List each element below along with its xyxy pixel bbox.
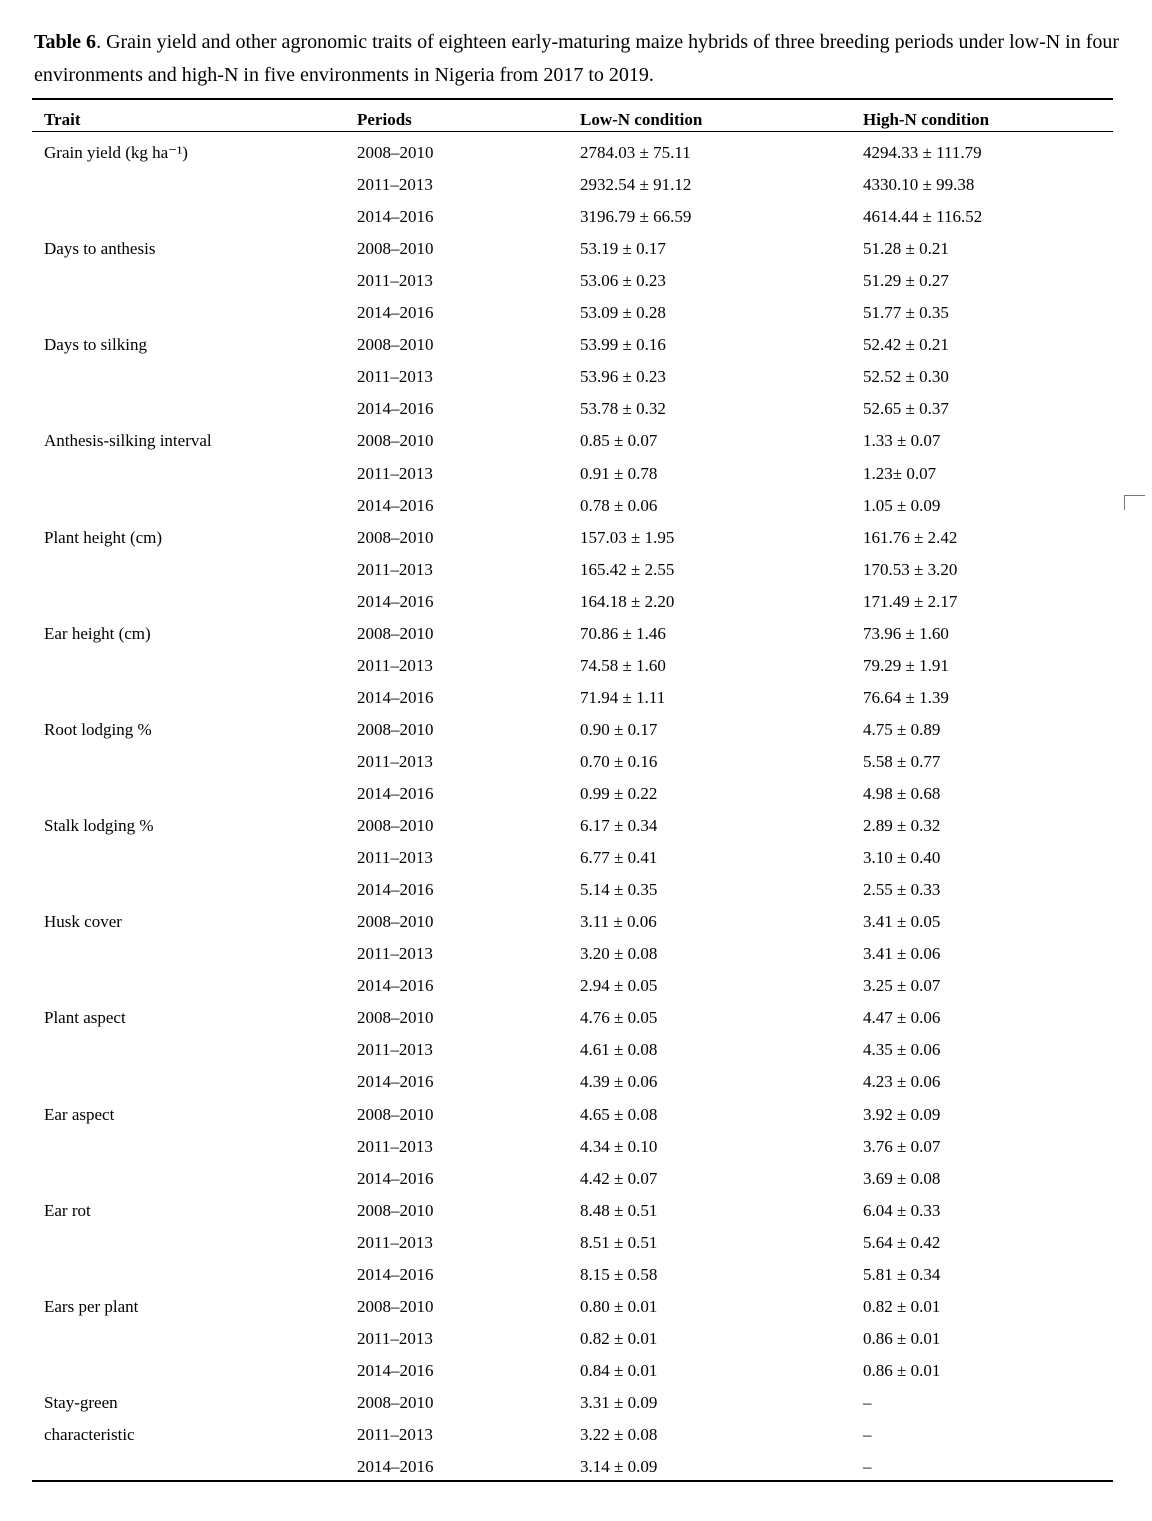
table-row	[0, 335, 1152, 367]
trait-cell: Husk cover	[44, 912, 122, 932]
header-trait: Trait	[44, 110, 81, 129]
low-n-cell: 2.94 ± 0.05	[580, 976, 658, 996]
table-row	[0, 592, 1152, 624]
high-n-cell: 2.89 ± 0.32	[863, 816, 941, 836]
table-row	[0, 143, 1152, 175]
high-n-cell: 4.75 ± 0.89	[863, 719, 941, 739]
table-row	[0, 1169, 1152, 1201]
high-n-cell: 4.98 ± 0.68	[863, 784, 941, 803]
low-n-cell: 0.85 ± 0.07	[580, 431, 658, 451]
low-n-cell: 6.77 ± 0.41	[580, 848, 658, 868]
low-n-cell: 53.06 ± 0.23	[580, 271, 666, 291]
period-cell: 2014–2016	[357, 1360, 434, 1380]
high-n-cell: 4.23 ± 0.06	[863, 1072, 941, 1092]
trait-cell: Plant aspect	[44, 1008, 126, 1028]
table-label: Table 6	[34, 31, 97, 53]
period-cell: 2014–2016	[357, 1072, 434, 1092]
low-n-cell: 2784.03 ± 75.11	[580, 143, 691, 162]
high-n-cell: 4330.10 ± 99.38	[863, 175, 975, 195]
table-row	[0, 303, 1152, 335]
period-cell: 2014–2016	[357, 976, 434, 996]
low-n-cell: 53.78 ± 0.32	[580, 399, 666, 419]
high-n-cell: 2.55 ± 0.33	[863, 880, 941, 900]
table-row	[0, 848, 1152, 880]
table-row	[0, 1297, 1152, 1329]
table-caption	[34, 26, 1124, 92]
table-row	[0, 1457, 1152, 1489]
low-n-cell: 164.18 ± 2.20	[580, 591, 675, 611]
low-n-cell: 3.14 ± 0.09	[580, 1457, 658, 1477]
bottom-rule	[32, 1480, 1113, 1482]
trait-cell: Ear aspect	[44, 1104, 115, 1124]
high-n-cell: 6.04 ± 0.33	[863, 1200, 941, 1220]
table-row	[0, 271, 1152, 303]
period-cell: 2011–2013	[357, 1232, 433, 1252]
table-row	[0, 1393, 1152, 1425]
low-n-cell: 0.82 ± 0.01	[580, 1328, 658, 1348]
period-cell: 2014–2016	[357, 399, 434, 419]
table-row	[0, 1008, 1152, 1040]
low-n-cell: 0.78 ± 0.06	[580, 495, 658, 515]
table-row	[0, 976, 1152, 1008]
period-cell: 2011–2013	[357, 367, 433, 387]
header-rule	[32, 131, 1113, 132]
high-n-cell: 1.05 ± 0.09	[863, 495, 941, 515]
period-cell: 2008–2010	[357, 1104, 434, 1124]
high-n-cell: 1.33 ± 0.07	[863, 431, 941, 451]
period-cell: 2011–2013	[357, 751, 433, 771]
high-n-cell: 1.23± 0.07	[863, 463, 937, 483]
high-n-cell: –	[863, 1392, 872, 1412]
period-cell: 2011–2013	[357, 944, 433, 964]
low-n-cell: 53.19 ± 0.17	[580, 239, 666, 259]
high-n-cell: –	[863, 1425, 872, 1444]
low-n-cell: 8.48 ± 0.51	[580, 1200, 658, 1220]
table-row	[0, 1361, 1152, 1393]
period-cell: 2014–2016	[357, 687, 434, 707]
period-cell: 2014–2016	[357, 207, 434, 227]
high-n-cell: 171.49 ± 2.17	[863, 591, 958, 611]
header-periods: Periods	[357, 110, 412, 129]
high-n-cell: 73.96 ± 1.60	[863, 623, 949, 643]
period-cell: 2008–2010	[357, 1200, 434, 1220]
low-n-cell: 3.22 ± 0.08	[580, 1425, 658, 1444]
period-cell: 2011–2013	[357, 1425, 433, 1444]
high-n-cell: 4614.44 ± 116.52	[863, 207, 983, 227]
period-cell: 2011–2013	[357, 1328, 433, 1348]
high-n-cell: 4.35 ± 0.06	[863, 1040, 941, 1060]
table-row	[0, 239, 1152, 271]
high-n-cell: 3.69 ± 0.08	[863, 1168, 941, 1188]
table-row	[0, 1233, 1152, 1265]
table-row	[0, 880, 1152, 912]
high-n-cell: 79.29 ± 1.91	[863, 655, 949, 675]
high-n-cell: 51.77 ± 0.35	[863, 303, 949, 323]
trait-cell: Stalk lodging %	[44, 816, 154, 836]
low-n-cell: 0.99 ± 0.22	[580, 784, 658, 803]
table-row	[0, 1040, 1152, 1072]
period-cell: 2011–2013	[357, 1136, 433, 1156]
high-n-cell: 52.65 ± 0.37	[863, 399, 949, 419]
trait-cell: Ear height (cm)	[44, 623, 151, 643]
low-n-cell: 53.96 ± 0.23	[580, 367, 666, 387]
high-n-cell: 5.64 ± 0.42	[863, 1232, 941, 1252]
high-n-cell: 4.47 ± 0.06	[863, 1008, 941, 1028]
table-row	[0, 175, 1152, 207]
low-n-cell: 70.86 ± 1.46	[580, 623, 666, 643]
high-n-cell: 0.86 ± 0.01	[863, 1328, 941, 1348]
table-row	[0, 752, 1152, 784]
period-cell: 2008–2010	[357, 527, 434, 547]
period-cell: 2008–2010	[357, 143, 434, 162]
period-cell: 2011–2013	[357, 848, 433, 868]
period-cell: 2011–2013	[357, 655, 433, 675]
period-cell: 2014–2016	[357, 1457, 434, 1477]
low-n-cell: 4.61 ± 0.08	[580, 1040, 658, 1060]
table-row	[0, 207, 1152, 239]
low-n-cell: 5.14 ± 0.35	[580, 880, 658, 900]
table-row	[0, 528, 1152, 560]
high-n-cell: 4294.33 ± 111.79	[863, 143, 982, 162]
high-n-cell: 170.53 ± 3.20	[863, 559, 958, 579]
period-cell: 2008–2010	[357, 719, 434, 739]
table-row	[0, 1105, 1152, 1137]
table-row	[0, 624, 1152, 656]
table-row	[0, 912, 1152, 944]
period-cell: 2014–2016	[357, 880, 434, 900]
high-n-cell: –	[863, 1457, 872, 1477]
high-n-cell: 76.64 ± 1.39	[863, 687, 949, 707]
period-cell: 2014–2016	[357, 495, 434, 515]
low-n-cell: 4.76 ± 0.05	[580, 1008, 658, 1028]
period-cell: 2008–2010	[357, 912, 434, 932]
low-n-cell: 4.65 ± 0.08	[580, 1104, 658, 1124]
table-row	[0, 496, 1152, 528]
table-row	[0, 367, 1152, 399]
high-n-cell: 0.86 ± 0.01	[863, 1360, 941, 1380]
trait-cell: Root lodging %	[44, 719, 152, 739]
period-cell: 2008–2010	[357, 1008, 434, 1028]
top-rule	[32, 98, 1113, 100]
low-n-cell: 6.17 ± 0.34	[580, 816, 658, 836]
trait-cell: Grain yield (kg ha⁻¹)	[44, 143, 188, 162]
period-cell: 2011–2013	[357, 271, 433, 291]
period-cell: 2008–2010	[357, 1296, 434, 1316]
high-n-cell: 5.81 ± 0.34	[863, 1264, 941, 1284]
low-n-cell: 3.31 ± 0.09	[580, 1392, 658, 1412]
corner-mark	[1124, 495, 1145, 510]
low-n-cell: 4.39 ± 0.06	[580, 1072, 658, 1092]
trait-cell: Anthesis-silking interval	[44, 431, 212, 451]
high-n-cell: 0.82 ± 0.01	[863, 1296, 941, 1316]
high-n-cell: 52.42 ± 0.21	[863, 335, 949, 355]
low-n-cell: 4.34 ± 0.10	[580, 1136, 658, 1156]
period-cell: 2014–2016	[357, 1264, 434, 1284]
low-n-cell: 0.91 ± 0.78	[580, 463, 658, 483]
low-n-cell: 0.90 ± 0.17	[580, 719, 658, 739]
low-n-cell: 3196.79 ± 66.59	[580, 207, 692, 227]
trait-cell: Days to silking	[44, 335, 147, 355]
low-n-cell: 4.42 ± 0.07	[580, 1168, 658, 1188]
period-cell: 2014–2016	[357, 784, 434, 803]
period-cell: 2014–2016	[357, 303, 434, 323]
table-row	[0, 1425, 1152, 1457]
low-n-cell: 0.70 ± 0.16	[580, 751, 658, 771]
header-low-n: Low-N condition	[580, 110, 703, 129]
period-cell: 2011–2013	[357, 559, 433, 579]
table-row	[0, 1137, 1152, 1169]
period-cell: 2014–2016	[357, 591, 434, 611]
table-row	[0, 1072, 1152, 1104]
period-cell: 2008–2010	[357, 239, 434, 259]
trait-cell: Ears per plant	[44, 1296, 139, 1316]
high-n-cell: 161.76 ± 2.42	[863, 527, 958, 547]
period-cell: 2008–2010	[357, 623, 434, 643]
low-n-cell: 74.58 ± 1.60	[580, 655, 666, 675]
table-row	[0, 1329, 1152, 1361]
low-n-cell: 53.09 ± 0.28	[580, 303, 666, 323]
table-row	[0, 464, 1152, 496]
high-n-cell: 3.10 ± 0.40	[863, 848, 941, 868]
trait-cell: Stay-green	[44, 1392, 118, 1412]
high-n-cell: 52.52 ± 0.30	[863, 367, 949, 387]
low-n-cell: 2932.54 ± 91.12	[580, 175, 692, 195]
high-n-cell: 3.41 ± 0.05	[863, 912, 941, 932]
period-cell: 2014–2016	[357, 1168, 434, 1188]
table-row	[0, 656, 1152, 688]
period-cell: 2008–2010	[357, 431, 434, 451]
low-n-cell: 71.94 ± 1.11	[580, 687, 666, 707]
period-cell: 2008–2010	[357, 335, 434, 355]
period-cell: 2008–2010	[357, 1392, 434, 1412]
table-row	[0, 784, 1152, 816]
high-n-cell: 51.28 ± 0.21	[863, 239, 949, 259]
high-n-cell: 3.92 ± 0.09	[863, 1104, 941, 1124]
high-n-cell: 3.25 ± 0.07	[863, 976, 941, 996]
trait-cell: Days to anthesis	[44, 239, 156, 259]
header-high-n: High-N condition	[863, 110, 990, 129]
caption-text: . Grain yield and other agronomic traits of eighteen early-maturing maize hybrids of three breeding periods under low-N in four environments and high-N in five environments in Nigeria from 2017 to 2019.	[34, 31, 1120, 86]
period-cell: 2011–2013	[357, 1040, 433, 1060]
period-cell: 2008–2010	[357, 816, 434, 836]
low-n-cell: 157.03 ± 1.95	[580, 527, 675, 547]
low-n-cell: 8.51 ± 0.51	[580, 1232, 658, 1252]
table-row	[0, 816, 1152, 848]
table-row	[0, 688, 1152, 720]
table-row	[0, 431, 1152, 463]
trait-cell: Ear rot	[44, 1200, 91, 1220]
table-row	[0, 1265, 1152, 1297]
table-row	[0, 399, 1152, 431]
trait-cell: Plant height (cm)	[44, 527, 163, 547]
trait-cell: characteristic	[44, 1425, 135, 1444]
high-n-cell: 5.58 ± 0.77	[863, 751, 941, 771]
table-row	[0, 720, 1152, 752]
low-n-cell: 8.15 ± 0.58	[580, 1264, 658, 1284]
high-n-cell: 3.76 ± 0.07	[863, 1136, 941, 1156]
high-n-cell: 51.29 ± 0.27	[863, 271, 949, 291]
table-row	[0, 944, 1152, 976]
low-n-cell: 165.42 ± 2.55	[580, 559, 675, 579]
low-n-cell: 0.84 ± 0.01	[580, 1360, 658, 1380]
low-n-cell: 3.20 ± 0.08	[580, 944, 658, 964]
low-n-cell: 3.11 ± 0.06	[580, 912, 657, 932]
low-n-cell: 0.80 ± 0.01	[580, 1296, 658, 1316]
high-n-cell: 3.41 ± 0.06	[863, 944, 941, 964]
table-row	[0, 1201, 1152, 1233]
low-n-cell: 53.99 ± 0.16	[580, 335, 666, 355]
table-row	[0, 560, 1152, 592]
period-cell: 2011–2013	[357, 175, 433, 195]
period-cell: 2011–2013	[357, 463, 433, 483]
